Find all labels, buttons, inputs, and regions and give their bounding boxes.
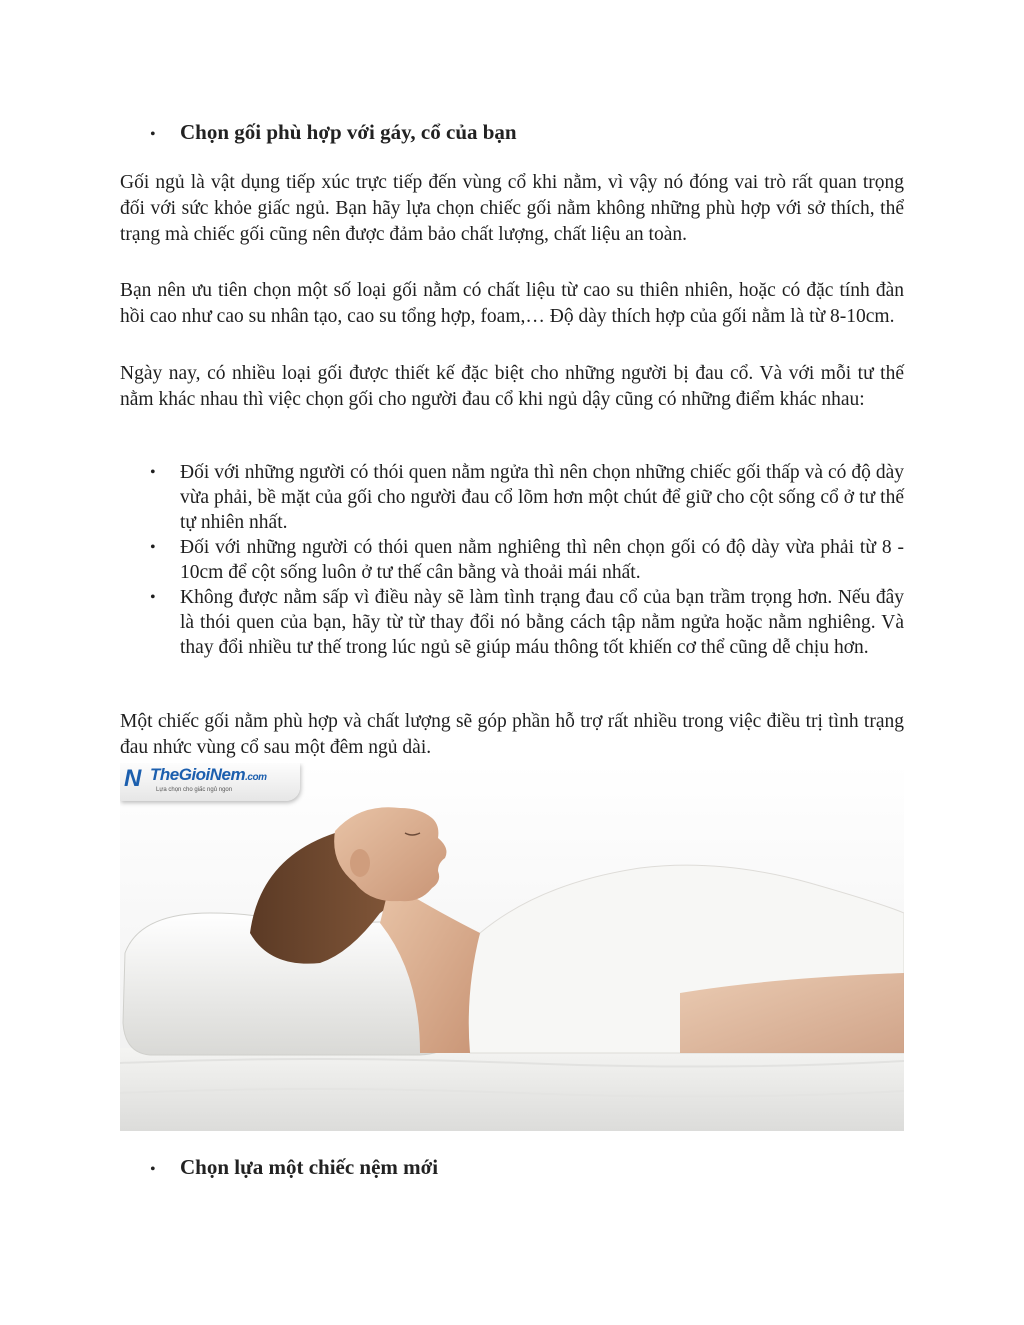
list-item [150,460,904,535]
heading-text: Chọn lựa một chiếc nệm mới [180,1155,439,1179]
section-heading-pillow [150,120,517,145]
site-logo [120,763,300,801]
woman-on-pillow-illustration [120,763,904,1131]
section-heading-mattress [150,1155,438,1180]
sleep-position-list [150,460,904,660]
paragraph-conclusion: Một chiếc gối nằm phù hợp và chất lượng sẽ góp phần hỗ trợ rất nhiều trong việc điều trị tình trạng đau nhức vùng cổ sau một đêm ngủ dài. [120,711,904,758]
pillow-photo [120,763,904,1131]
bullet-marker: • [150,126,156,143]
list-item [150,535,904,585]
bullet-marker: • [150,539,156,556]
logo-mark: N [124,765,142,792]
logo-wordmark: TheGioiNem.com [150,765,267,784]
logo-tagline: Lựa chọn cho giấc ngủ ngon [156,787,233,793]
heading-text: Chọn gối phù hợp với gáy, cổ của bạn [180,120,517,144]
list-item-text: Đối với những người có thói quen nằm ngửa thì nên chọn những chiếc gối thấp và có độ dày vừa phải, bề mặt của gối cho người đau cổ lõm hơn một chút để giữ cho cột sống cổ ở tư thế tự nhiên nhất. [180,462,904,533]
paragraph-neck-pain: Ngày nay, có nhiều loại gối được thiết kế đặc biệt cho những người bị đau cổ. Và với mỗi tư thế nằm khác nhau thì việc chọn gối cho người đau cổ khi ngủ dậy cũng có những điểm khác nhau: [120,363,904,410]
bullet-marker: • [150,1161,156,1178]
ear [350,849,370,877]
bullet-marker: • [150,464,156,481]
list-item-text: Không được nằm sấp vì điều này sẽ làm tình trạng đau cổ của bạn trầm trọng hơn. Nếu đây là thói quen của bạn, hãy từ từ thay đổi nó bằng cách tập nằm ngửa hoặc nằm nghiêng. Và thay đổi nhiều tư thế trong lúc ngủ sẽ giúp máu thông tốt khiến cơ thể cũng dễ chịu hơn. [180,587,904,658]
paragraph-intro: Gối ngủ là vật dụng tiếp xúc trực tiếp đến vùng cổ khi nằm, vì vậy nó đóng vai trò rất quan trọng đối với sức khỏe giấc ngủ. Bạn hãy lựa chọn chiếc gối nằm không những phù hợp với sở thích, thể trạng mà chiếc gối cũng nên được đảm bảo chất lượng, chất liệu an toàn. [120,172,904,245]
paragraph-material: Bạn nên ưu tiên chọn một số loại gối nằm có chất liệu từ cao su thiên nhiên, hoặc có đặc tính đàn hồi cao như cao su nhân tạo, cao su tổng hợp, foam,… Độ dày thích hợp của gối nằm là từ 8-10cm. [120,280,904,327]
list-item-text: Đối với những người có thói quen nằm nghiêng thì nên chọn gối có độ dày vừa phải từ 8 - 10cm để cột sống luôn ở tư thế cân bằng và thoải mái nhất. [180,537,904,583]
list-item [150,585,904,660]
bullet-marker: • [150,589,156,606]
